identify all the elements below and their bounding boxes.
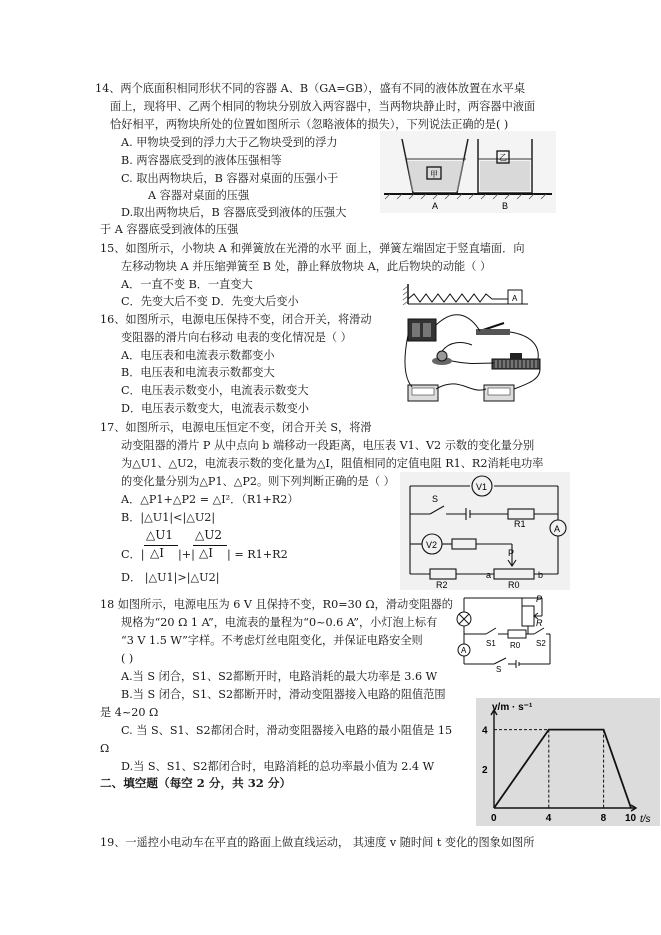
q15-line1: 15、如图所示，小物块 A 和弹簧放在光滑的水平 面上，弹簧左端固定于竖直墙面．向 [100, 242, 525, 255]
q17-line4: 的变化量分别为△P1、△P2。则下列判断正确的是（ ） [121, 475, 395, 488]
q14-line2: 面上，现将甲、乙两个相同的物块分别放入两容器中，当两物块静止时，两容器中液面 [110, 100, 536, 113]
q14-line3: 恰好相平，两物块所处的位置如图所示（忽略液体的损失），下列说法正确的是( ) [110, 118, 509, 131]
q14-option-d: D.取出两物块后，B 容器底受到液体的压强大 [121, 206, 347, 219]
q16-option-c: C．电压表示数变小，电流表示数变大 [121, 384, 309, 397]
q18-option-b: B.当 S 闭合，S1、S2都断开时，滑动变阻器接入电路的阻值范围 [121, 688, 446, 701]
q15-fig-block-label: A [512, 294, 518, 303]
q17-fig-ammeter-label: A [554, 524, 561, 534]
q18-fig-s-label: S [496, 665, 502, 672]
q18-line3: “3 V 1.5 W”字样。不考虑灯丝电阻变化，并保证电路安全则 [121, 634, 423, 647]
q18-fig-s1-label: S1 [486, 639, 496, 648]
q18-circuit-diagram [450, 590, 558, 672]
q18-option-c: C. 当 S、S1、S2都闭合时，滑动变阻器接入电路的最小阻值是 15 [121, 724, 453, 737]
q17-fig-v1-label: V1 [476, 482, 488, 492]
q15-line2: 左移动物块 A 并压缩弹簧至 B 处，静止释放物块 A，此后物块的动能（ ） [121, 260, 492, 273]
q14-fig-b-label: B [502, 201, 509, 211]
q17-option-d: D． |△U1|>|△U2| [121, 571, 220, 584]
q14-fig-a-label: A [432, 201, 439, 211]
q16-option-d: D．电压表示数变大，电流表示数变小 [121, 402, 309, 415]
q18-fig-s2-label: S2 [536, 639, 546, 648]
q14-option-a: A. 甲物块受到的浮力大于乙物块受到的浮力 [121, 136, 338, 149]
vt-ylabel: v/m · s⁻¹ [492, 702, 533, 713]
q17-circuit-diagram [400, 472, 570, 590]
q17-option-b: B．|△U1|<|△U2| [121, 511, 216, 524]
q18-fig-r-label: R [536, 618, 543, 628]
q16-line2: 变阻器的滑片向右移动 电表的变化情况是（ ） [121, 331, 352, 344]
q15-spring-figure [400, 282, 530, 306]
q16-circuit-photo [400, 305, 556, 409]
q17-option-c-den2: △I [199, 546, 213, 560]
vt-x-tick-0: 0 [491, 813, 497, 824]
q18-option-a: A.当 S 闭合，S1、S2都断开时，电路消耗的最大功率是 3.6 W [121, 670, 438, 683]
q18-option-b-cont: 是 4~20 Ω [100, 706, 159, 719]
q19-line1: 19、一遥控小电动车在平直的路面上做直线运动， 其速度 v 随时间 t 变化的图象如图所 [100, 836, 535, 849]
q16-line1: 16、如图所示，电源电压保持不变，闭合开关，将滑动 [100, 313, 372, 326]
q14-option-d-cont: 于 A 容器底受到液体的压强 [100, 223, 239, 236]
vt-x-tick-1: 4 [545, 813, 552, 824]
q17-option-c-den1: △I [150, 546, 164, 560]
q14-option-c: C. 取出两物块后，B 容器对桌面的压强小于 [121, 172, 339, 185]
q17-fig-a-end-label: a [486, 570, 492, 580]
q17-line2: 动变阻器的滑片 P 从中点向 b 端移动一段距离，电压表 V1、V2 示数的变化量分别 [121, 439, 535, 452]
q18-fig-r0-label: R0 [510, 641, 521, 650]
q14-option-b: B. 两容器底受到的液体压强相等 [121, 154, 282, 167]
q18-line1: 18 如图所示，电源电压为 6 V 且保持不变，R0=30 Ω，滑动变阻器的 [100, 598, 453, 611]
q19-vt-graph [476, 698, 660, 826]
vt-y-tick-0: 2 [482, 764, 488, 776]
q18-option-d: D.当 S、S1、S2都闭合时，电路消耗的总功率最小值为 2.4 W [121, 760, 435, 773]
q17-option-c-suffix: | = R1+R2 [227, 548, 288, 561]
q18-fig-p-label: P [536, 594, 543, 604]
q17-option-c-mid: |+| [178, 548, 195, 561]
q15-options-cd: C．先变大后不变 D．先变大后变小 [121, 295, 299, 308]
vt-x-tick-3: 10 [625, 813, 637, 824]
q14-containers-figure [380, 131, 556, 213]
q17-option-c-prefix: C．| [121, 548, 145, 561]
q17-line1: 17、如图所示，电源电压恒定不变，闭合开关 S，将滑 [100, 421, 372, 434]
q18-line2: 规格为“20 Ω 1 A”，电流表的量程为“0~0.6 A”，小灯泡上标有 [121, 616, 438, 629]
vt-xlabel: t/s [640, 814, 651, 825]
q16-option-b: B．电压表和电流表示数都变大 [121, 366, 275, 379]
q18-option-c-cont: Ω [100, 742, 110, 755]
q14-fig-jia-label: 甲 [430, 170, 438, 179]
q16-option-a: A．电压表和电流表示数都变小 [121, 349, 275, 362]
q17-fig-r2-label: R2 [436, 580, 448, 590]
q17-fig-p-label: P [508, 548, 515, 558]
q18-line4: ( ) [121, 652, 134, 665]
q17-fig-switch-label: S [432, 494, 439, 504]
q17-line3: 为△U1、△U2，电流表示数的变化量为△I，阻值相同的定值电阻 R1、R2消耗电功率 [121, 457, 544, 470]
q14-option-c-cont: A 容器对桌面的压强 [148, 189, 250, 202]
q17-option-a: A．△P1+△P2 = △I²．（R1+R2） [121, 493, 299, 506]
section-2-title: 二、填空题（每空 2 分，共 32 分） [100, 776, 292, 790]
q17-fig-b-end-label: b [538, 570, 544, 580]
q17-fig-r1-label: R1 [514, 519, 526, 529]
q17-option-c-num2: △U2 [195, 528, 222, 542]
q14-line1: 14、两个底面积相同形状不同的容器 A、B（GA=GB），盛有不同的液体放置在水平桌 [95, 82, 526, 95]
q17-fig-r0-label: R0 [508, 580, 520, 590]
q14-fig-yi-label: 乙 [499, 153, 507, 162]
q18-fig-ammeter-label: A [461, 646, 467, 655]
q17-option-c-num1: △U1 [146, 528, 173, 542]
q17-fig-v2-label: V2 [426, 540, 438, 550]
vt-y-tick-1: 4 [482, 725, 488, 737]
vt-x-tick-2: 8 [600, 813, 607, 824]
q15-options-ab: A．一直不变 B．一直变大 [121, 278, 253, 291]
